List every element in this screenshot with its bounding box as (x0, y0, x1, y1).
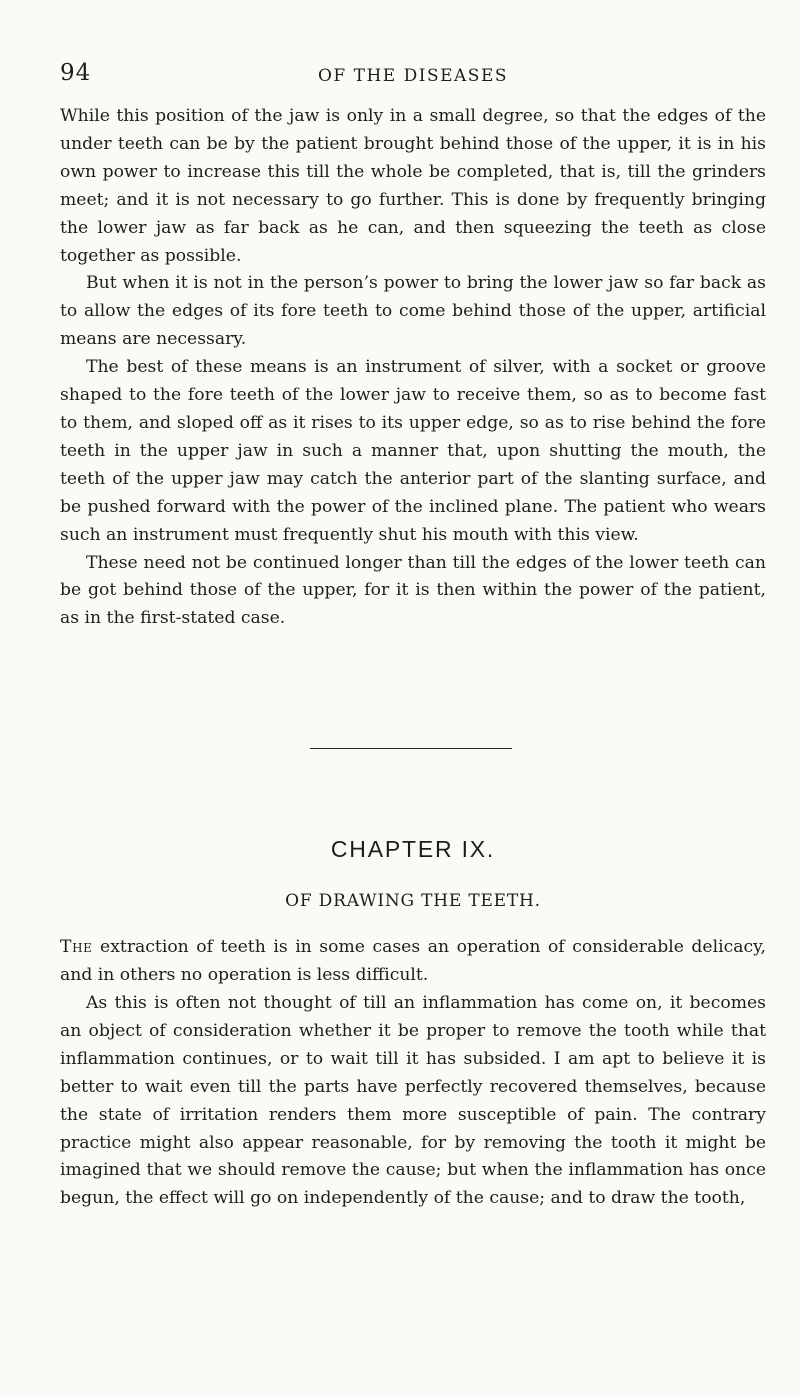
chapter-heading: CHAPTER IX. (330, 836, 496, 863)
section-divider (310, 748, 512, 749)
paragraph: The best of these means is an instrument of silver, with a socket or groove shaped to the fore teeth of the lower jaw to receive them, so as to become fast to them, and sloped off as it rises to its upper edge, so as to rise behind the fore teeth in the upper jaw in such a manner that, upon shutting the mouth, the teeth of the upper jaw may catch the anterior part of the slanting surface, and be pushed forward with the power of the inclined plane. The patient who wears such an instrument must frequently shut his mouth with this view. (60, 357, 766, 545)
book-page (60, 60, 766, 1213)
running-head (60, 60, 766, 90)
paragraph: These need not be continued longer than till the edges of the lower teeth can be got behind those of the upper, for it is then within the power of the patient, as in the first-stated case. (60, 552, 766, 629)
lead-word: The (60, 937, 93, 958)
paragraph-text: extraction of teeth is in some cases an operation of considerable delicacy, and in others no operation is less difficult. (60, 937, 766, 986)
paragraph: While this position of the jaw is only in a small degree, so that the edges of the under teeth can be by the patient brought behind those of the upper, it is in his own power to increase this till the whole be completed, that is, till the grinders meet; and it is not necessary to go further. This is done by frequently bringing the lower jaw as far back as he can, and then squeezing the teeth as close together as possible. (60, 106, 766, 266)
paragraph (60, 934, 766, 990)
paragraph: But when it is not in the person’s power to bring the lower jaw so far back as to allow the edges of its fore teeth to come behind those of the upper, artificial means are necessary. (60, 273, 766, 350)
chapter-subheading: OF DRAWING THE TEETH. (285, 891, 541, 912)
page-number: 94 (60, 60, 92, 86)
paragraph: As this is often not thought of till an inflammation has come on, it becomes an object of consideration whether it be proper to remove the tooth while that inflammation continues, or to wait till it has subsided. I am apt to believe it is better to wait even till the parts have perfectly recovered themselves, because the state of irritation renders them more susceptible of pain. The contrary practice might also appear reasonable, for by removing the tooth it might be imagined that we should remove the cause; but when the inflammation has once begun, the effect will go on independently of the cause; and to draw the tooth, (60, 993, 766, 1209)
running-title: OF THE DISEASES (318, 66, 508, 86)
